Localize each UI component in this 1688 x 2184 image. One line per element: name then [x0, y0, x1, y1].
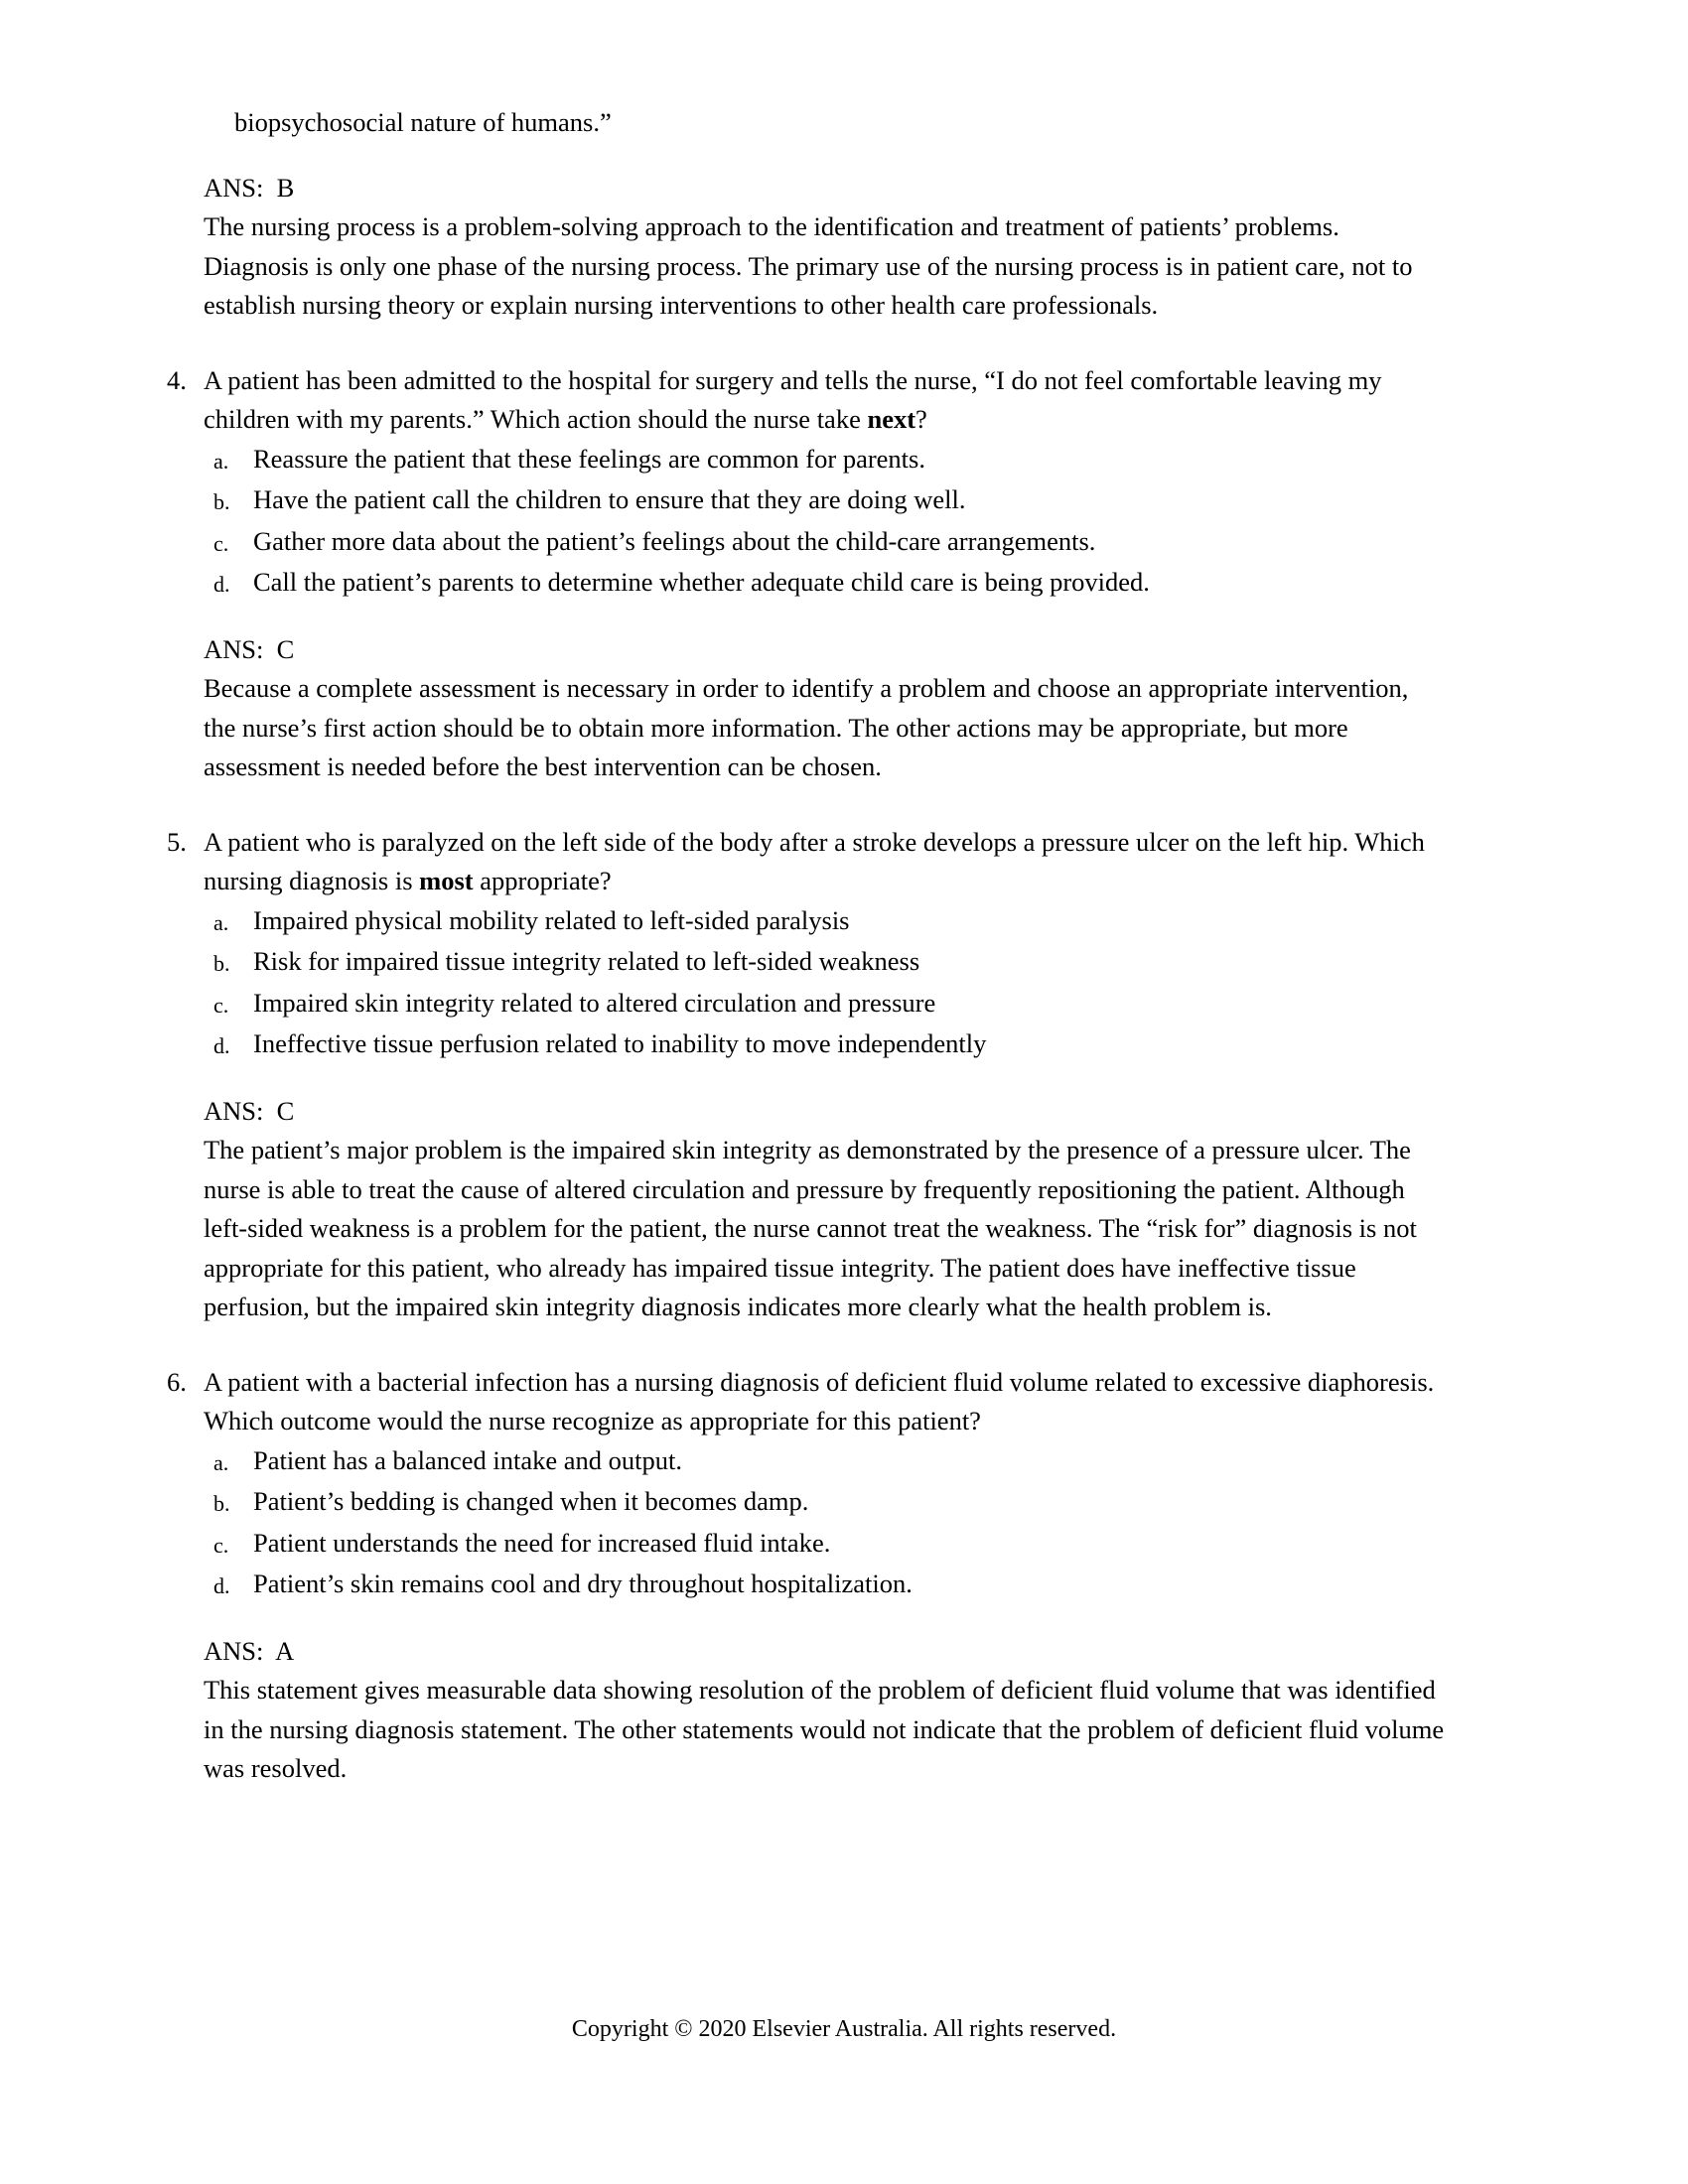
- spacer: [167, 143, 1517, 169]
- answer-block-q5: [204, 1092, 1445, 1327]
- answer-block-q3: [204, 169, 1445, 326]
- question-number-4: 4.: [167, 364, 187, 395]
- option-item[interactable]: [213, 563, 1517, 605]
- question-item-6: [167, 1363, 1517, 1606]
- spacer: [167, 1606, 1517, 1632]
- option-item[interactable]: [213, 480, 1517, 522]
- question-item-4: [167, 361, 1517, 605]
- option-letter: d.: [213, 1033, 230, 1058]
- question-body-5: [204, 823, 1517, 1066]
- option-letter: b.: [213, 951, 230, 976]
- option-text: Have the patient call the children to ensure that they are doing well.: [253, 484, 966, 514]
- option-text: Patient understands the need for increased fluid intake.: [253, 1527, 831, 1558]
- option-item[interactable]: [213, 1024, 1517, 1066]
- option-letter: b.: [213, 1491, 230, 1516]
- option-item[interactable]: [213, 1482, 1517, 1524]
- question-stem-5: [204, 823, 1440, 901]
- option-text: Risk for impaired tissue integrity related to left-sided weakness: [253, 946, 920, 976]
- answer-explanation-q5: The patient’s major problem is the impaired skin integrity as demonstrated by the presence of a pressure ulcer. The nurse is able to treat the cause of altered circulation and pressure by frequently repositioning the patient. Although left-sided weakness is a problem for the patient, the nurse cannot treat the weakness. The “risk for” diagnosis is not appropriate for this patient, who already has impaired tissue integrity. The patient does have ineffective tissue perfusion, but the impaired skin integrity diagnosis indicates more clearly what the health problem is.: [204, 1135, 1417, 1321]
- option-list-6: [204, 1441, 1517, 1606]
- option-item[interactable]: [213, 1441, 1517, 1483]
- answer-explanation-q6: This statement gives measurable data showing resolution of the problem of deficient fluid volume that was identified in the nursing diagnosis statement. The other statements would not indicate that the problem of deficient fluid volume was resolved.: [204, 1675, 1445, 1783]
- option-letter: c.: [213, 530, 229, 556]
- question-stem-text-6: A patient with a bacterial infection has a nursing diagnosis of deficient fluid volume related to excessive diaphoresis. Which outcome would the nurse recognize as appropriate for this patient?: [204, 1366, 1435, 1435]
- option-letter: a.: [213, 1449, 229, 1475]
- question-number-5: 5.: [167, 826, 187, 857]
- option-item[interactable]: [213, 942, 1517, 984]
- question-stem-tail-5: appropriate?: [473, 866, 612, 895]
- option-text: Patient’s skin remains cool and dry throughout hospitalization.: [253, 1569, 913, 1598]
- option-text: Patient has a balanced intake and output.: [253, 1444, 682, 1475]
- question-stem-6: [204, 1363, 1440, 1441]
- question-stem-4: [204, 361, 1440, 440]
- option-item[interactable]: [213, 901, 1517, 943]
- option-letter: a.: [213, 448, 229, 474]
- option-item[interactable]: [213, 1565, 1517, 1606]
- answer-label-q3: ANS: B: [204, 172, 295, 203]
- question-body-6: [204, 1363, 1517, 1606]
- question-stem-text-4: A patient has been admitted to the hospital for surgery and tells the nurse, “I do not feel comfortable leaving my children with my parents.” Which action should the nurse take: [204, 364, 1382, 434]
- question-stem-tail-4: ?: [915, 404, 927, 434]
- option-letter: b.: [213, 489, 230, 514]
- answer-label-q5: ANS: C: [204, 1095, 295, 1126]
- page-content: [167, 103, 1517, 1789]
- answer-block-q6: [204, 1632, 1445, 1789]
- question-emphasis-5: most: [419, 866, 474, 895]
- question-body-4: [204, 361, 1517, 605]
- continuation-line: biopsychosocial nature of humans.”: [234, 107, 612, 137]
- option-letter: a.: [213, 909, 229, 935]
- answer-explanation-q4: Because a complete assessment is necessary in order to identify a problem and choose an appropriate intervention, the nurse’s first action should be to obtain more information. The other actions may be appropriate, but more assessment is needed before the best intervention can be chosen.: [204, 673, 1409, 781]
- option-text: Ineffective tissue perfusion related to inability to move independently: [253, 1028, 987, 1058]
- option-list-4: [204, 440, 1517, 605]
- answer-block-q4: [204, 630, 1445, 787]
- option-letter: d.: [213, 1573, 230, 1598]
- option-item[interactable]: [213, 1524, 1517, 1566]
- option-item[interactable]: [213, 440, 1517, 481]
- option-list-5: [204, 901, 1517, 1066]
- question-item-5: [167, 823, 1517, 1066]
- page-footer: Copyright © 2020 Elsevier Australia. All rights reserved.: [571, 2016, 1117, 2042]
- option-letter: c.: [213, 1532, 229, 1558]
- question-number-6: 6.: [167, 1366, 187, 1397]
- answer-label-q4: ANS: C: [204, 633, 295, 664]
- answer-label-q6: ANS: A: [204, 1635, 295, 1666]
- option-text: Reassure the patient that these feelings are common for parents.: [253, 443, 925, 474]
- question-emphasis-4: next: [867, 404, 916, 434]
- spacer: [167, 605, 1517, 630]
- question-stem-text-5: A patient who is paralyzed on the left side of the body after a stroke develops a pressure ulcer on the left hip. Which nursing diagnosis is: [204, 826, 1425, 895]
- option-text: Patient’s bedding is changed when it becomes damp.: [253, 1486, 809, 1516]
- option-item[interactable]: [213, 984, 1517, 1025]
- option-item[interactable]: [213, 522, 1517, 564]
- option-letter: d.: [213, 572, 230, 597]
- option-text: Call the patient’s parents to determine whether adequate child care is being provided.: [253, 567, 1150, 597]
- option-letter: c.: [213, 992, 229, 1018]
- spacer: [167, 1066, 1517, 1092]
- answer-explanation-q3: The nursing process is a problem-solving approach to the identification and treatment of patients’ problems. Diagnosis is only one phase of the nursing process. The primary use of the nursing process is in patient care, not to establish nursing theory or explain nursing interventions to other health care professionals.: [204, 211, 1413, 320]
- option-text: Impaired physical mobility related to left-sided paralysis: [253, 904, 850, 935]
- option-text: Impaired skin integrity related to altered circulation and pressure: [253, 987, 936, 1018]
- option-text: Gather more data about the patient’s feelings about the child-care arrangements.: [253, 525, 1096, 556]
